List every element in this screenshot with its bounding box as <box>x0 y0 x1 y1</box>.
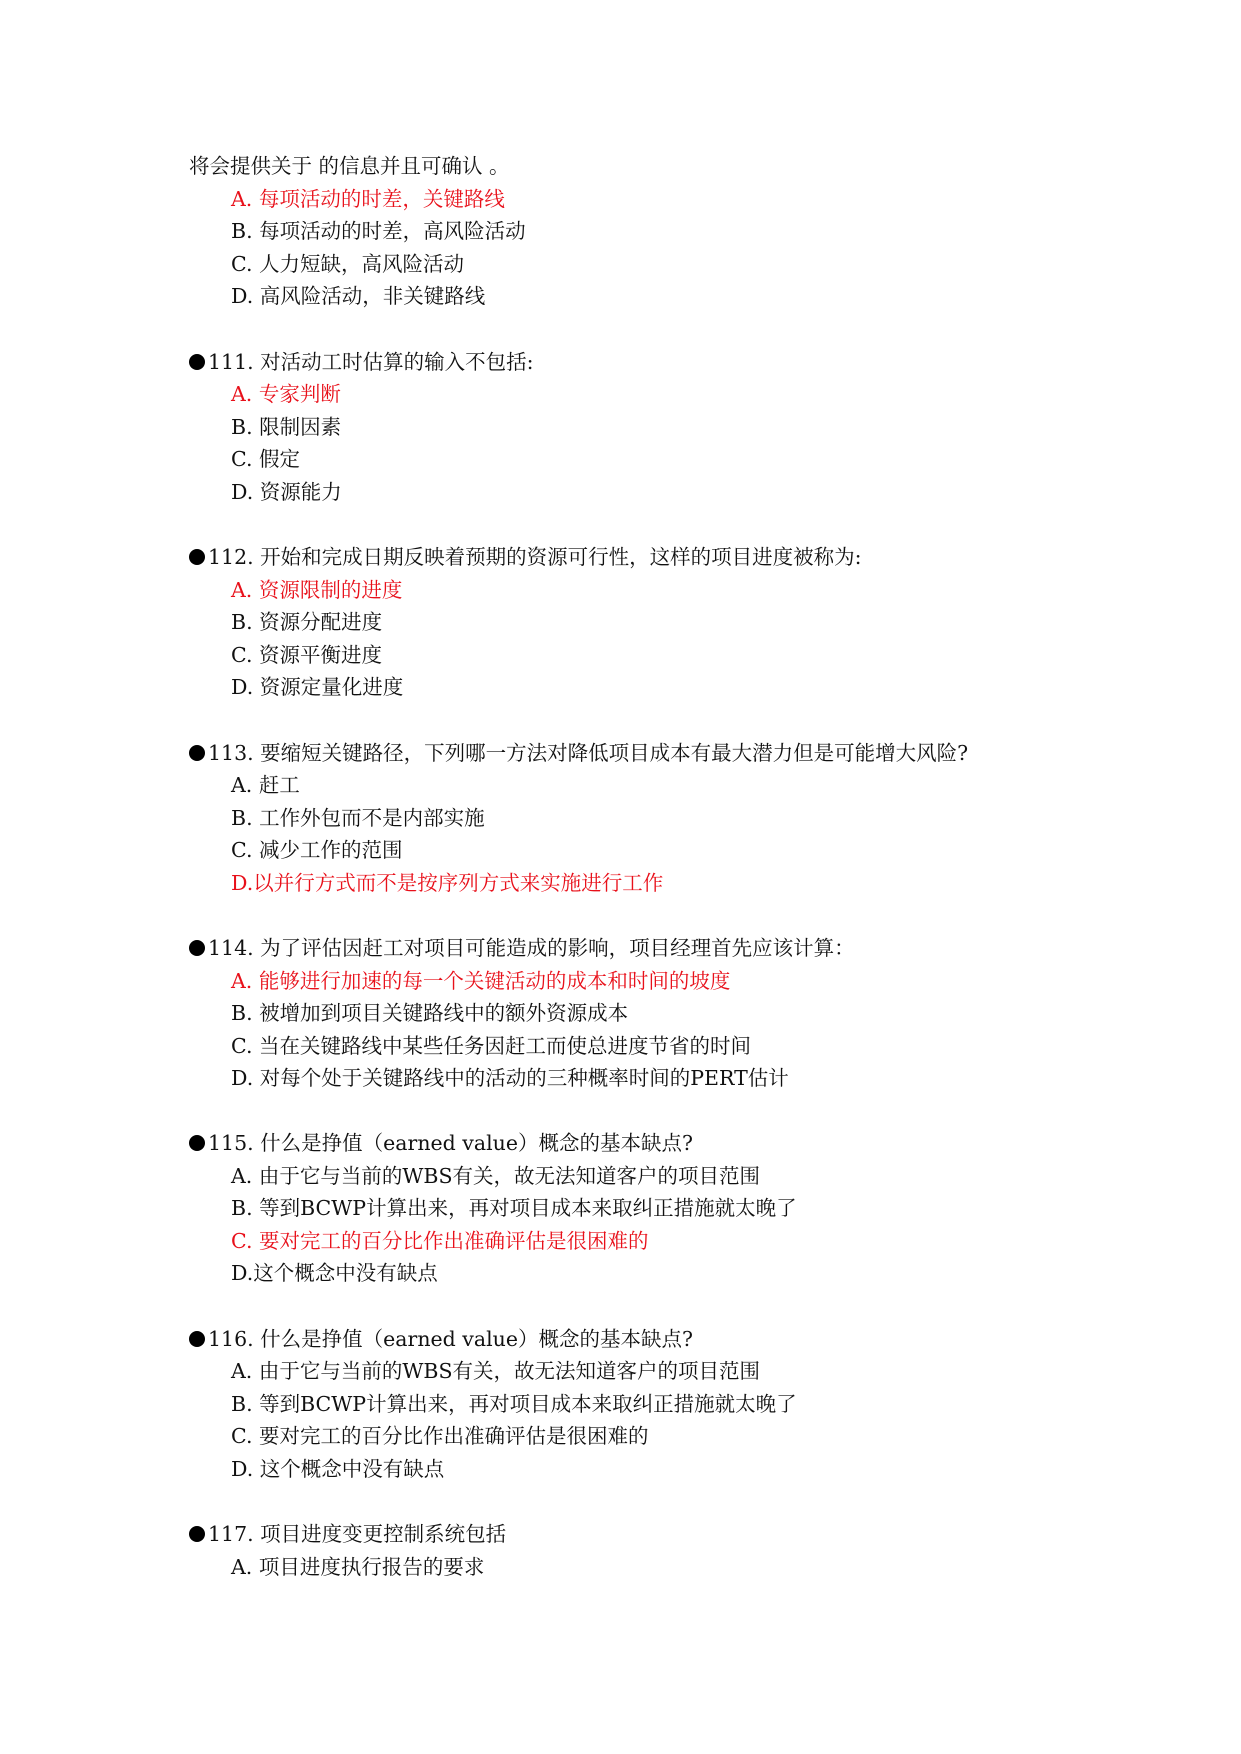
question-115 <box>189 1129 693 1157</box>
question-111-option-b: B. 限制因素 <box>231 415 342 439</box>
intro-option-a: A. 每项活动的时差，关键路线 <box>231 187 505 211</box>
question-111-option-c: C. 假定 <box>231 447 300 471</box>
question-115-option-b: B. 等到BCWP计算出来，再对项目成本来取纠正措施就太晚了 <box>231 1196 797 1220</box>
intro-option-d: D. 高风险活动，非关键路线 <box>231 284 486 308</box>
question-116-option-c: C. 要对完工的百分比作出准确评估是很困难的 <box>231 1424 649 1448</box>
question-116-option-d: D. 这个概念中没有缺点 <box>231 1457 445 1481</box>
question-116-option-a: A. 由于它与当前的WBS有关，故无法知道客户的项目范围 <box>231 1359 761 1383</box>
question-114-option-d: D. 对每个处于关键路线中的活动的三种概率时间的PERT估计 <box>231 1066 789 1090</box>
intro-question-stem: 将会提供关于 的信息并且可确认 。 <box>189 154 510 178</box>
question-117-option-a: A. 项目进度执行报告的要求 <box>231 1555 485 1579</box>
question-113-option-b: B. 工作外包而不是内部实施 <box>231 806 485 830</box>
question-115-option-a: A. 由于它与当前的WBS有关，故无法知道客户的项目范围 <box>231 1164 761 1188</box>
question-text: 115. 什么是挣值（earned value）概念的基本缺点? <box>208 1131 693 1155</box>
bullet-icon <box>189 1526 205 1542</box>
question-text: 111. 对活动工时估算的输入不包括: <box>208 350 534 374</box>
question-111-option-d: D. 资源能力 <box>231 480 342 504</box>
intro-option-b: B. 每项活动的时差，高风险活动 <box>231 219 526 243</box>
bullet-icon <box>189 745 205 761</box>
bullet-icon <box>189 940 205 956</box>
question-114-option-a: A. 能够进行加速的每一个关键活动的成本和时间的坡度 <box>231 969 731 993</box>
bullet-icon <box>189 549 205 565</box>
question-114-option-c: C. 当在关键路线中某些任务因赶工而使总进度节省的时间 <box>231 1034 751 1058</box>
question-113-option-d: D.以并行方式而不是按序列方式来实施进行工作 <box>231 871 664 895</box>
bullet-icon <box>189 1135 205 1151</box>
intro-option-c: C. 人力短缺，高风险活动 <box>231 252 464 276</box>
question-115-option-d: D.这个概念中没有缺点 <box>231 1261 438 1285</box>
bullet-icon <box>189 354 205 370</box>
question-113-option-a: A. 赶工 <box>231 773 300 797</box>
question-111-option-a: A. 专家判断 <box>231 382 341 406</box>
question-text: 114. 为了评估因赶工对项目可能造成的影响，项目经理首先应该计算： <box>208 936 855 960</box>
question-112-option-d: D. 资源定量化进度 <box>231 675 404 699</box>
question-116-option-b: B. 等到BCWP计算出来，再对项目成本来取纠正措施就太晚了 <box>231 1392 797 1416</box>
question-117 <box>189 1520 506 1548</box>
question-112 <box>189 543 862 571</box>
question-115-option-c: C. 要对完工的百分比作出准确评估是很困难的 <box>231 1229 649 1253</box>
question-112-option-b: B. 资源分配进度 <box>231 610 383 634</box>
question-text: 117. 项目进度变更控制系统包括 <box>208 1522 507 1546</box>
question-text: 113. 要缩短关键路径，下列哪一方法对降低项目成本有最大潜力但是可能增大风险? <box>208 741 969 765</box>
question-113-option-c: C. 减少工作的范围 <box>231 838 403 862</box>
bullet-icon <box>189 1331 205 1347</box>
question-112-option-c: C. 资源平衡进度 <box>231 643 382 667</box>
question-113 <box>189 739 968 767</box>
question-116 <box>189 1325 693 1353</box>
question-114-option-b: B. 被增加到项目关键路线中的额外资源成本 <box>231 1001 629 1025</box>
question-112-option-a: A. 资源限制的进度 <box>231 578 403 602</box>
question-114 <box>189 934 855 962</box>
question-text: 112. 开始和完成日期反映着预期的资源可行性，这样的项目进度被称为: <box>208 545 862 569</box>
question-111 <box>189 348 534 376</box>
question-text: 116. 什么是挣值（earned value）概念的基本缺点? <box>208 1327 693 1351</box>
